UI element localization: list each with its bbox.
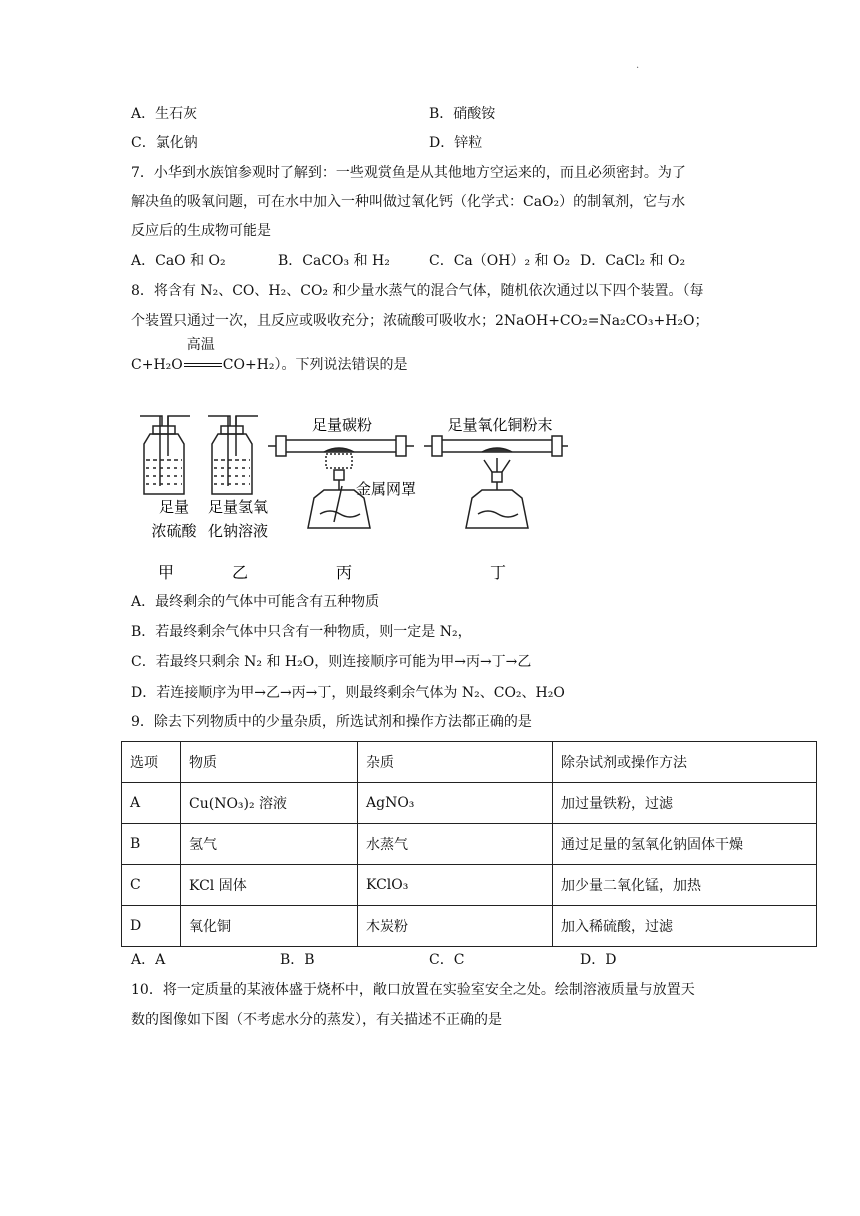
table-cell: KClO₃ — [358, 865, 553, 906]
table-cell: 加少量二氧化锰，加热 — [553, 865, 817, 906]
yi-label-line2: 化钠溶液 — [207, 522, 269, 540]
q8-equals-sign — [184, 363, 222, 367]
q9-table — [121, 741, 817, 947]
bottle-yi-icon — [208, 416, 258, 494]
q8-stem-line1: 8．将含有 N₂、CO、H₂、CO₂ 和少量水蒸气的混合气体，随机依次通过以下四个装置。（每 — [131, 283, 704, 299]
q9-option-d: D．D — [580, 952, 617, 968]
q8-equation-condition — [183, 337, 223, 375]
apparatus-figure — [128, 402, 568, 582]
page-dot: . — [636, 60, 640, 71]
table-row — [122, 865, 817, 906]
q8-equation-right: CO+H₂）。下列说法错误的是 — [222, 357, 408, 373]
name-bing: 丙 — [335, 563, 353, 582]
q8-condition-text: 高温 — [186, 337, 215, 353]
name-jia: 甲 — [157, 563, 175, 582]
name-yi: 乙 — [231, 563, 249, 582]
table-header-cell: 除杂试剂或操作方法 — [553, 742, 817, 783]
table-cell: 通过足量的氢氧化钠固体干燥 — [553, 824, 817, 865]
table-cell: C — [122, 865, 181, 906]
jia-label-line1: 足量 — [158, 498, 190, 516]
apparatus-svg — [128, 402, 568, 582]
table-cell: AgNO₃ — [358, 783, 553, 824]
q8-option-d: D．若连接顺序为甲→乙→丙→丁，则最终剩余气体为 N₂、CO₂、H₂O — [131, 685, 565, 701]
q9-option-b: B．B — [280, 952, 315, 968]
table-cell: KCl 固体 — [181, 865, 358, 906]
table-header-cell: 杂质 — [358, 742, 553, 783]
q7-option-c: C．Ca（OH）₂ 和 O₂ — [429, 253, 571, 269]
table-cell: D — [122, 906, 181, 947]
table-cell: 氧化铜 — [181, 906, 358, 947]
q10-stem-line1: 10．将一定质量的某液体盛于烧杯中，敞口放置在实验室安全之处。绘制溶液质量与放置天 — [131, 982, 695, 998]
table-row — [122, 824, 817, 865]
table-cell: 水蒸气 — [358, 824, 553, 865]
bing-top-label: 足量碳粉 — [311, 416, 373, 434]
table-cell: 氢气 — [181, 824, 358, 865]
table-header-cell: 选项 — [122, 742, 181, 783]
q7-option-d: D．CaCl₂ 和 O₂ — [580, 253, 686, 269]
q6-option-c: C．氯化钠 — [131, 135, 198, 151]
bottle-jia-icon — [140, 416, 190, 494]
table-cell: 木炭粉 — [358, 906, 553, 947]
jia-label-line2: 浓硫酸 — [151, 522, 197, 540]
bing-mesh-label: 金属网罩 — [356, 480, 417, 498]
table-cell: 加入稀硫酸，过滤 — [553, 906, 817, 947]
table-cell: A — [122, 783, 181, 824]
ding-top-label: 足量氧化铜粉末 — [447, 416, 553, 434]
yi-label-line1: 足量氢氧 — [207, 498, 269, 516]
table-cell: 加过量铁粉，过滤 — [553, 783, 817, 824]
q10-stem-line2: 数的图像如下图（不考虑水分的蒸发），有关描述不正确的是 — [131, 1012, 502, 1028]
table-row — [122, 906, 817, 947]
q7-stem-line1: 7．小华到水族馆参观时了解到：一些观赏鱼是从其他地方空运来的，而且必须密封。为了 — [131, 165, 686, 181]
table-row — [122, 783, 817, 824]
table-header-cell: 物质 — [181, 742, 358, 783]
q8-stem-line2: 个装置只通过一次，且反应或吸收充分；浓硫酸可吸收水；2NaOH+CO₂=Na₂CO₃+H₂O； — [131, 313, 709, 329]
q7-option-b: B．CaCO₃ 和 H₂ — [278, 253, 390, 269]
q8-stem-line3 — [131, 337, 408, 375]
table-cell: B — [122, 824, 181, 865]
q8-option-a: A．最终剩余的气体中可能含有五种物质 — [131, 594, 380, 610]
q6-option-b: B．硝酸铵 — [429, 106, 496, 122]
q8-option-c: C．若最终只剩余 N₂ 和 H₂O，则连接顺序可能为甲→丙→丁→乙 — [131, 654, 532, 670]
q6-option-d: D．锌粒 — [429, 135, 483, 151]
q7-stem-line2: 解决鱼的吸氧问题，可在水中加入一种叫做过氧化钙（化学式：CaO₂）的制氧剂，它与水 — [131, 194, 686, 210]
q9-stem: 9．除去下列物质中的少量杂质，所选试剂和操作方法都正确的是 — [131, 714, 532, 730]
q6-option-a: A．生石灰 — [131, 106, 198, 122]
q7-stem-line3: 反应后的生成物可能是 — [131, 223, 271, 239]
q8-option-b: B．若最终剩余气体中只含有一种物质，则一定是 N₂， — [131, 624, 472, 640]
q9-option-c: C．C — [429, 952, 465, 968]
name-ding: 丁 — [489, 563, 507, 582]
q7-option-a: A．CaO 和 O₂ — [131, 253, 226, 269]
table-header-row — [122, 742, 817, 783]
q9-option-a: A．A — [131, 952, 166, 968]
q8-equation-left: C+H₂O — [131, 357, 183, 373]
table-cell: Cu(NO₃)₂ 溶液 — [181, 783, 358, 824]
tube-ding-icon — [424, 436, 568, 528]
